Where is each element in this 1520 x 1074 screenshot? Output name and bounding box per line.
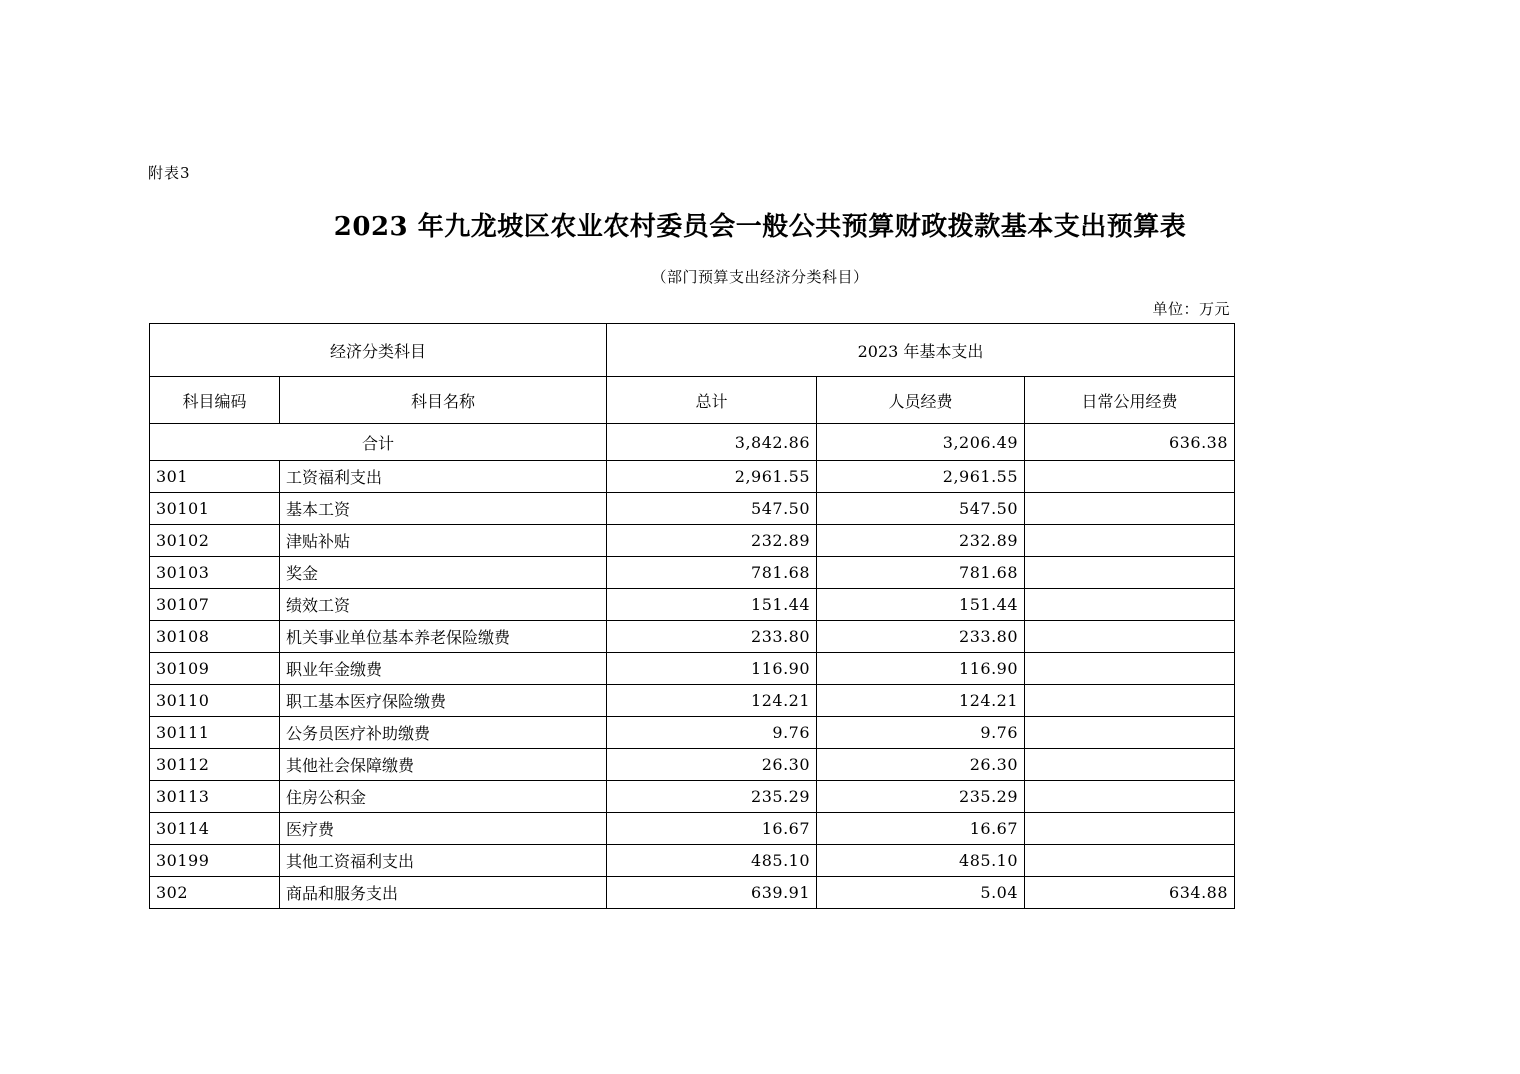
cell-code: 302 [150, 877, 280, 909]
cell-name: 住房公积金 [280, 781, 607, 813]
column-header-daily: 日常公用经费 [1025, 377, 1235, 424]
table-row [150, 589, 1235, 621]
cell-name: 奖金 [280, 557, 607, 589]
cell-code: 30110 [150, 685, 280, 717]
table-body [150, 424, 1235, 909]
cell-name: 医疗费 [280, 813, 607, 845]
cell-daily [1025, 557, 1235, 589]
cell-personnel: 26.30 [817, 749, 1025, 781]
cell-personnel: 2,961.55 [817, 461, 1025, 493]
cell-daily [1025, 845, 1235, 877]
cell-total: 16.67 [607, 813, 817, 845]
budget-table [149, 323, 1235, 909]
cell-personnel: 233.80 [817, 621, 1025, 653]
cell-daily [1025, 621, 1235, 653]
cell-total: 233.80 [607, 621, 817, 653]
table-row [150, 557, 1235, 589]
table-row [150, 493, 1235, 525]
cell-name: 基本工资 [280, 493, 607, 525]
header-group-category: 经济分类科目 [150, 324, 607, 377]
total-row-personnel: 3,206.49 [817, 424, 1025, 461]
unit-label: 单位：万元 [1152, 300, 1230, 318]
cell-personnel: 235.29 [817, 781, 1025, 813]
cell-code: 30112 [150, 749, 280, 781]
cell-name: 机关事业单位基本养老保险缴费 [280, 621, 607, 653]
table-row [150, 621, 1235, 653]
cell-code: 30114 [150, 813, 280, 845]
cell-personnel: 151.44 [817, 589, 1025, 621]
column-header-personnel: 人员经费 [817, 377, 1025, 424]
cell-daily: 634.88 [1025, 877, 1235, 909]
cell-personnel: 16.67 [817, 813, 1025, 845]
column-header-total: 总计 [607, 377, 817, 424]
cell-name: 公务员医疗补助缴费 [280, 717, 607, 749]
table-row [150, 525, 1235, 557]
total-row-label: 合计 [150, 424, 607, 461]
cell-code: 30113 [150, 781, 280, 813]
header-group-expenditure: 2023 年基本支出 [607, 324, 1235, 377]
cell-personnel: 781.68 [817, 557, 1025, 589]
cell-personnel: 116.90 [817, 653, 1025, 685]
cell-daily [1025, 493, 1235, 525]
cell-code: 30102 [150, 525, 280, 557]
cell-personnel: 124.21 [817, 685, 1025, 717]
table-row [150, 877, 1235, 909]
table-row [150, 685, 1235, 717]
page-subtitle: （部门预算支出经济分类科目） [651, 268, 869, 286]
cell-total: 485.10 [607, 845, 817, 877]
cell-total: 124.21 [607, 685, 817, 717]
cell-personnel: 232.89 [817, 525, 1025, 557]
cell-personnel: 485.10 [817, 845, 1025, 877]
column-header-code: 科目编码 [150, 377, 280, 424]
cell-total: 26.30 [607, 749, 817, 781]
table-row-total [150, 424, 1235, 461]
cell-total: 639.91 [607, 877, 817, 909]
cell-total: 781.68 [607, 557, 817, 589]
cell-daily [1025, 717, 1235, 749]
total-row-total: 3,842.86 [607, 424, 817, 461]
cell-name: 绩效工资 [280, 589, 607, 621]
cell-code: 30101 [150, 493, 280, 525]
cell-name: 其他社会保障缴费 [280, 749, 607, 781]
table-row [150, 845, 1235, 877]
cell-name: 工资福利支出 [280, 461, 607, 493]
cell-daily [1025, 749, 1235, 781]
cell-code: 30108 [150, 621, 280, 653]
cell-code: 30103 [150, 557, 280, 589]
table-row [150, 749, 1235, 781]
cell-total: 547.50 [607, 493, 817, 525]
cell-name: 职工基本医疗保险缴费 [280, 685, 607, 717]
cell-code: 30199 [150, 845, 280, 877]
cell-daily [1025, 685, 1235, 717]
cell-personnel: 547.50 [817, 493, 1025, 525]
cell-code: 30109 [150, 653, 280, 685]
column-header-name: 科目名称 [280, 377, 607, 424]
cell-name: 其他工资福利支出 [280, 845, 607, 877]
cell-code: 301 [150, 461, 280, 493]
cell-daily [1025, 589, 1235, 621]
cell-total: 235.29 [607, 781, 817, 813]
cell-personnel: 5.04 [817, 877, 1025, 909]
cell-code: 30111 [150, 717, 280, 749]
table-row [150, 717, 1235, 749]
table-row [150, 653, 1235, 685]
cell-name: 商品和服务支出 [280, 877, 607, 909]
cell-daily [1025, 813, 1235, 845]
cell-daily [1025, 653, 1235, 685]
cell-daily [1025, 781, 1235, 813]
page-title: 2023 年九龙坡区农业农村委员会一般公共预算财政拨款基本支出预算表 [333, 212, 1187, 242]
cell-total: 9.76 [607, 717, 817, 749]
cell-total: 2,961.55 [607, 461, 817, 493]
table-row [150, 813, 1235, 845]
cell-total: 151.44 [607, 589, 817, 621]
table-row [150, 781, 1235, 813]
cell-name: 津贴补贴 [280, 525, 607, 557]
attachment-label: 附表3 [148, 164, 191, 182]
table-header [150, 324, 1235, 424]
cell-total: 116.90 [607, 653, 817, 685]
total-row-daily: 636.38 [1025, 424, 1235, 461]
cell-personnel: 9.76 [817, 717, 1025, 749]
table-row [150, 461, 1235, 493]
cell-daily [1025, 525, 1235, 557]
cell-total: 232.89 [607, 525, 817, 557]
cell-name: 职业年金缴费 [280, 653, 607, 685]
cell-code: 30107 [150, 589, 280, 621]
cell-daily [1025, 461, 1235, 493]
